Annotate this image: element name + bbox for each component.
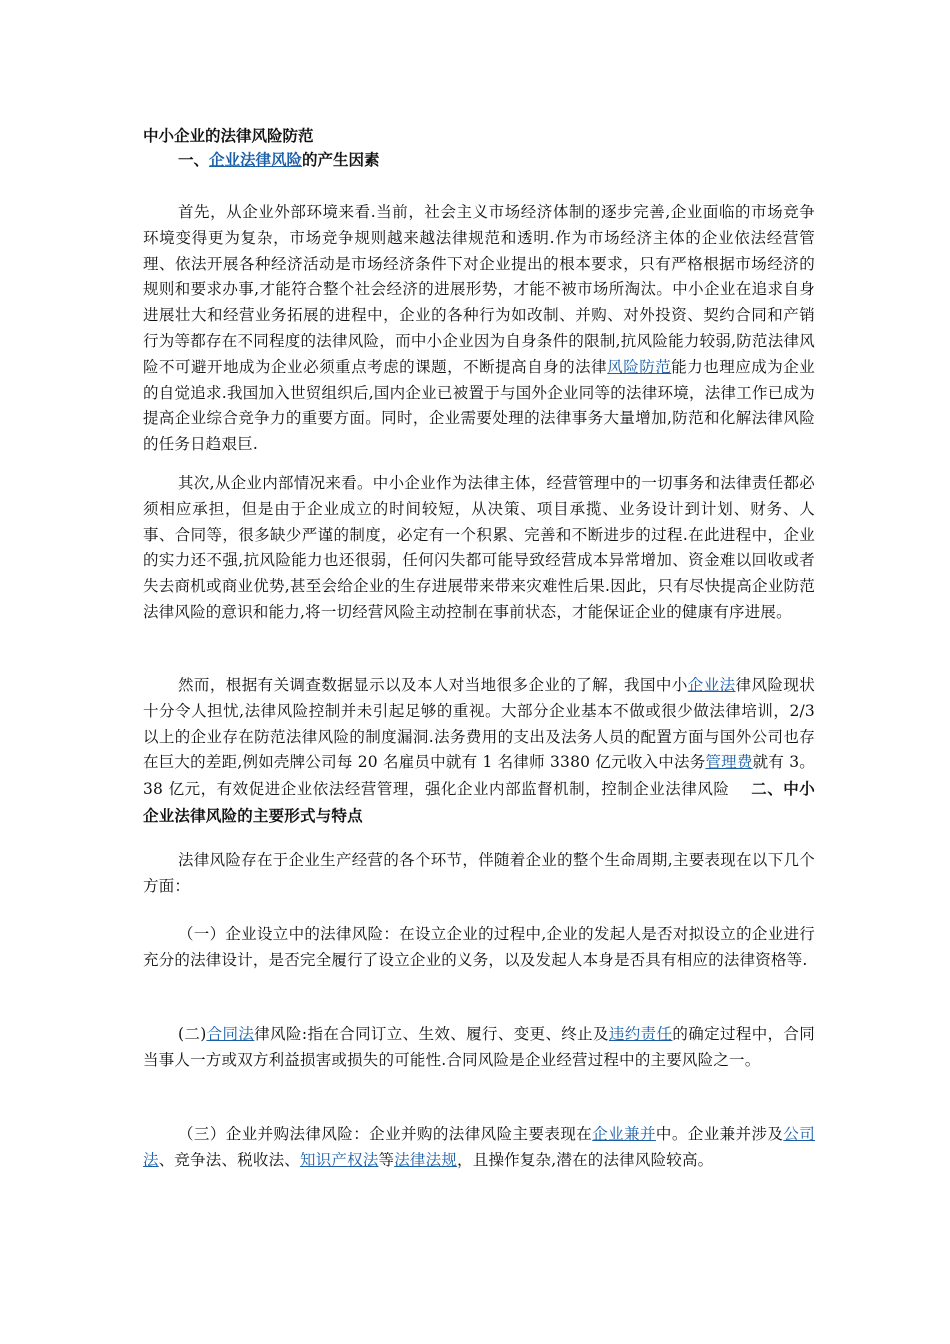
link-company-law[interactable]: 公司法	[143, 1125, 816, 1169]
paragraph-risk-overview: 法律风险存在于企业生产经营的各个环节，伴随着企业的整个生命周期,主要表现在以下几个方面：	[143, 851, 815, 895]
link-enterprise-legal-risk[interactable]: 企业法律风险	[209, 150, 303, 169]
paragraph-external-environment	[143, 200, 815, 458]
section-number: 一、	[178, 150, 210, 169]
paragraph-text: 能力也理应成为企业的自觉追求.我国加入世贸组织后,国内企业已被置于与国外企业同等的法律环境，法律工作已成为提高企业综合竞争力的重要方面。同时，企业需要处理的法律事务大量增加,防范和化解法律风险的任务日趋艰巨.	[143, 357, 815, 454]
link-risk-prevention[interactable]: 风险防范	[607, 357, 672, 376]
link-breach-liability[interactable]: 违约责任	[608, 1025, 673, 1043]
paragraph-text: 中。企业兼并涉及	[655, 1125, 784, 1143]
paragraph-text: 等	[378, 1150, 395, 1169]
section-heading-2: 二、中小企业法律风险的主要形式与特点	[143, 779, 815, 825]
section-heading-suffix: 的产生因素	[302, 150, 380, 169]
link-laws-regulations[interactable]: 法律法规	[394, 1150, 458, 1169]
paragraph-text: 律风险:指在合同订立、生效、履行、变更、终止及	[254, 1025, 609, 1043]
paragraph-text: 首先，从企业外部环境来看.当前，社会主义市场经济体制的逐步完善,企业面临的市场竞争环境变得更为复杂，市场竞争规则越来越法律规范和透明.作为市场经济主体的企业依法经营管理、依法开展各种经济活动是市场经济条件下对企业提出的根本要求，只有严格根据市场经济的规则和要求办事,才能符合整个社会经济的进展形势，才能不被市场所淘汰。中小企业在追求自身进展壮大和经营业务拓展的进程中，企业的各种行为如改制、并购、对外投资、契约合同和产销行为等都存在不同程度的法律风险，而中小企业因为自身条件的限制,抗风险能力较弱,防范法律风险不可避开地成为企业必须重点考虑的课题，不断提高自身的法律	[143, 203, 815, 376]
paragraph-text: 就有 3。38 亿元，有效促进企业依法经营管理，强化企业内部监督机制，控制企业法律风险	[143, 753, 815, 799]
paragraph-merger-risk	[143, 1122, 815, 1174]
paragraph-contract-risk	[143, 1022, 815, 1074]
paragraph-text: 、竞争法、税收法、	[158, 1150, 301, 1169]
link-management-fee[interactable]: 管理费	[705, 753, 753, 772]
paragraph-current-status	[143, 673, 815, 830]
document-title: 中小企业的法律风险防范	[143, 126, 314, 145]
link-enterprise-law[interactable]: 企业法	[687, 676, 736, 694]
paragraph-establishment-risk: （一）企业设立中的法律风险：在设立企业的过程中,企业的发起人是否对拟设立的企业进行充分的法律设计，是否完全履行了设立企业的义务，以及发起人本身是否具有相应的法律资格等.	[143, 925, 815, 969]
paragraph-text: （三）企业并购法律风险：企业并购的法律风险主要表现在	[178, 1125, 593, 1143]
paragraph-text: 然而，根据有关调查数据显示以及本人对当地很多企业的了解，我国中小	[178, 676, 688, 694]
paragraph-text: (二)	[178, 1025, 207, 1043]
link-contract-law[interactable]: 合同法	[206, 1025, 255, 1043]
paragraph-internal-situation: 其次,从企业内部情况来看。中小企业作为法律主体，经营管理中的一切事务和法律责任都必须相应承担，但是由于企业成立的时间较短，从决策、项目承揽、业务设计到计划、财务、人事、合同等，很多缺少严谨的制度，必定有一个积累、完善和不断进步的过程.在此进程中，企业的实力还不强,抗风险能力也还很弱，任何闪失都可能导致经营成本异常增加、资金难以回收或者失去商机或商业优势,甚至会给企业的生存进展带来带来灾难性后果.因此，只有尽快提高企业防范法律风险的意识和能力,将一切经营风险主动控制在事前状态，才能保证企业的健康有序进展。	[143, 474, 815, 621]
link-ip-law[interactable]: 知识产权法	[300, 1150, 379, 1169]
paragraph-text: ，且操作复杂,潜在的法律风险较高。	[457, 1150, 714, 1169]
section-heading-1	[178, 148, 380, 172]
paragraph-text: 律风险现状十分令人担忧,法律风险控制并未引起足够的重视。大部分企业基本不做或很少做法律培训，2/3 以上的企业存在防范法律风险的制度漏洞.法务费用的支出及法务人员的配置方面与国外公司也存在巨大的差距,例如壳牌公司每 20 名雇员中就有 1 名律师 3380 亿元收入中法务	[143, 676, 815, 772]
paragraph-text: 的确定过程中，合同当事人一方或双方利益损害或损失的可能性.合同风险是企业经营过程中的主要风险之一。	[143, 1025, 815, 1069]
link-enterprise-merger[interactable]: 企业兼并	[592, 1125, 656, 1143]
